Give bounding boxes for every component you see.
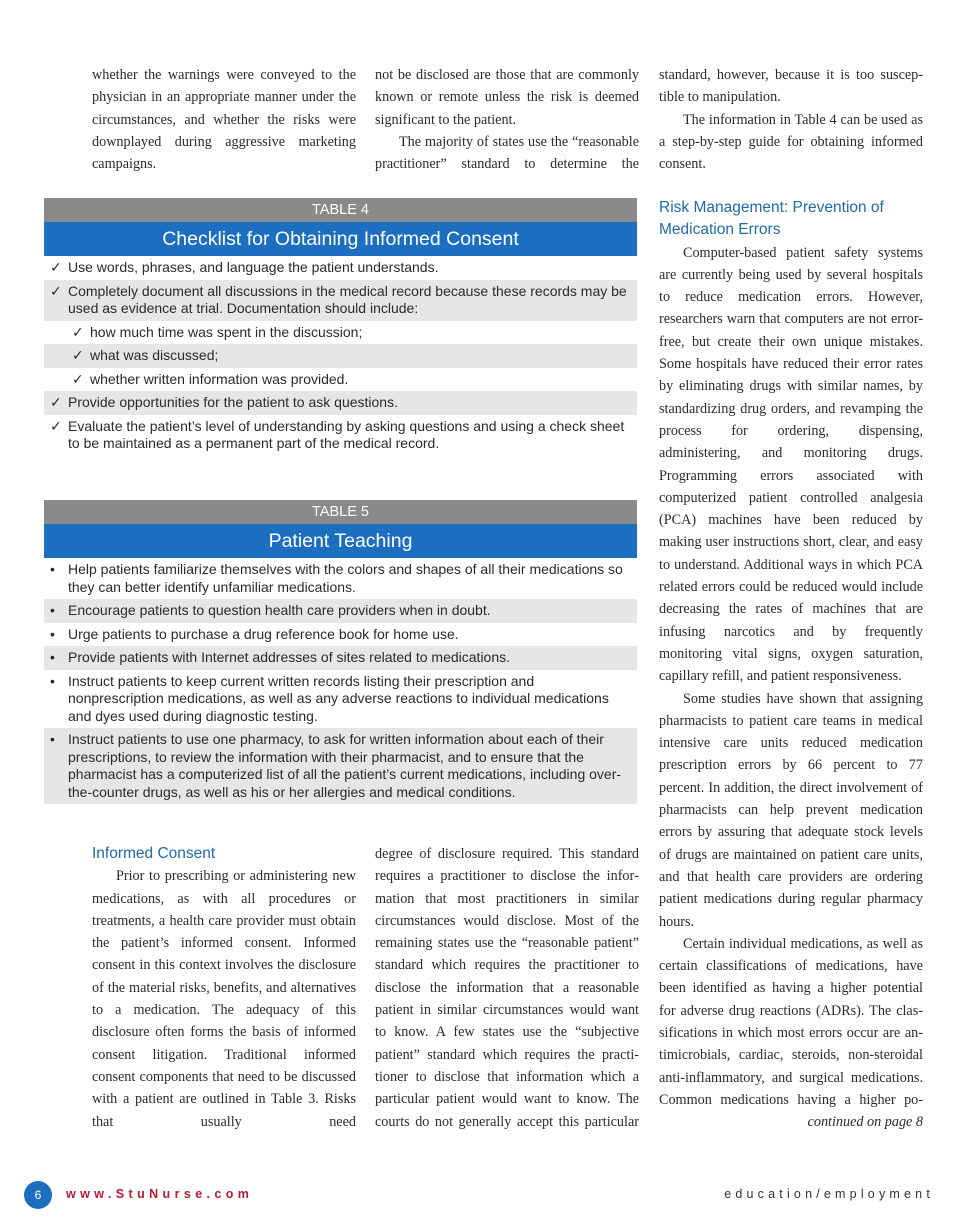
continued-note: continued on page 8: [807, 1114, 923, 1131]
checkmark-icon: ✓: [72, 370, 84, 387]
table-4: [44, 198, 637, 456]
section-name: education/employment: [724, 1187, 934, 1201]
teaching-item-text: Urge patients to purchase a drug reference book for home use.: [68, 625, 459, 642]
teaching-item-text: Provide patients with Internet addresses of sites related to medications.: [68, 649, 511, 665]
checklist-item: [44, 256, 637, 280]
top-column-1-text: whether the warnings were conveyed to the physician in an appropriate manner under the circumstances, and whether the risks were downplayed during aggressive marketing campaigns.: [92, 67, 356, 173]
risk-management-para-1: Computer-based patient safety systems are currently being used by several hospitals to reduce medication errors. However, researchers warn that computers are not error-free, but create their own unique mistakes. Some hospitals have reduced their error rates by eliminating drugs with similar names, by standardizing drug orders, and revamping the process for ordering, dispensing, administering, and monitoring drugs. Programming errors associated with computerized patient controlled analgesia (PCA) machines have been reduced by making user instructions short, clear, and easy to understand. Additional ways in which PCA related errors could be reduced would include decreasing the rates of machines that are infusing narcotics and by frequently monitoring vital signs, oxygen saturation, capillary refill, and patient responsiveness.: [659, 244, 923, 685]
checkmark-icon: ✓: [50, 417, 62, 434]
bullet-icon: •: [50, 561, 55, 577]
checklist-item-text: Use words, phrases, and language the patient understands.: [68, 259, 439, 275]
checklist-item: [44, 391, 637, 415]
informed-consent-text-2: degree of disclosure required. This standard requires a practitioner to disclose the information that most practitioners in similar circumstances would disclose. Most of the remaining states use the “reasonable patient” standard which requires the practitioner to disclose the information that a reasonable patient in similar circumstances would want to know. A few states use the “subjective patient” standard which requires the practitioner to disclose that information which a particular patient would want to know. The courts do not generally accept this particular: [375, 846, 639, 1130]
page-number: 6: [24, 1181, 52, 1209]
teaching-item: [44, 728, 637, 804]
site-url-link[interactable]: www.StuNurse.com: [66, 1187, 254, 1201]
teaching-item: [44, 670, 637, 729]
checklist-subitem-text: whether written information was provided.: [90, 370, 349, 387]
checkmark-icon: ✓: [50, 259, 62, 275]
informed-consent-column-1: [92, 843, 356, 1133]
teaching-item-text: Instruct patients to keep current written records listing their prescription and nonprescription medications, as well as any adverse reactions to individual medications and dyes used during diagnostic testing.: [68, 672, 609, 724]
teaching-item: [44, 599, 637, 623]
checkmark-icon: ✓: [72, 347, 84, 363]
top-column-2: [375, 64, 639, 175]
teaching-item: [44, 558, 637, 599]
checklist-item: [44, 415, 637, 456]
checklist-subitem-text: how much time was spent in the discussion;: [90, 323, 363, 340]
checklist-subitem: [44, 321, 637, 345]
table-5-title: Patient Teaching: [44, 524, 637, 558]
risk-management-column: [659, 197, 923, 1133]
informed-consent-column-2: [375, 843, 639, 1133]
teaching-item: [44, 623, 637, 647]
teaching-item: [44, 646, 637, 670]
page-footer: [0, 1176, 960, 1216]
checklist-subitem-text: what was discussed;: [90, 347, 219, 363]
checklist-item: [44, 280, 637, 321]
top-column-2-para-1: not be disclosed are those that are commonly known or remote unless the risk is deemed significant to the patient.: [375, 67, 639, 128]
top-column-2-para-2: The majority of states use the “reasonable practitioner” standard to determine the: [375, 133, 639, 173]
table-4-label: TABLE 4: [44, 198, 637, 222]
informed-consent-text-1: Prior to prescribing or administering new medications, as with all procedures or treatments, a health care provider must obtain the patient’s informed consent. Informed consent in this context involves the disclosure of the material risks, benefits, and alternatives to a medication. The adequacy of this disclosure often forms the basis of informed consent litigation. Traditional informed consent components that need to be discussed with a patient are outlined in Table 3. Risks that usually need: [92, 868, 356, 1130]
bullet-icon: •: [50, 602, 55, 618]
checkmark-icon: ✓: [50, 394, 62, 410]
informed-consent-heading: Informed Consent: [92, 845, 216, 862]
top-column-3-para-1: standard, however, because it is too susceptible to manipulation.: [659, 67, 923, 106]
teaching-item-text: Encourage patients to question health care providers when in doubt.: [68, 602, 491, 618]
checklist-item-text: Evaluate the patient’s level of understanding by asking questions and using a check sheet to be maintained as a permanent part of the medical record.: [68, 417, 625, 451]
checkmark-icon: ✓: [72, 323, 84, 340]
bullet-icon: •: [50, 625, 55, 642]
table-4-title: Checklist for Obtaining Informed Consent: [44, 222, 637, 256]
top-column-3: [659, 64, 923, 175]
checklist-item-text: Completely document all discussions in the medical record because these records may be used as evidence at trial. Documentation should include:: [68, 282, 627, 316]
teaching-item-text: Instruct patients to use one pharmacy, to ask for written information about each of their prescriptions, to review the information with their pharmacist, and to ensure that the pharmacist has a computerized list of all the patient’s current medications, including over-the-counter drugs, as well as his or her allergies and medical conditions.: [68, 731, 622, 800]
risk-management-heading: Risk Management: Prevention of Medication Errors: [659, 199, 884, 239]
teaching-item-text: Help patients familiarize themselves with the colors and shapes of all their medications so they can better identify unfamiliar medications.: [68, 561, 623, 595]
bullet-icon: •: [50, 649, 55, 665]
checklist-subitem: [44, 344, 637, 368]
bullet-icon: •: [50, 672, 55, 689]
risk-management-para-3: Certain individual medications, as well as certain classifications of medications, have been identified as having a higher potential for adverse drug reactions (ADRs). The classifications in which most errors occur are antimicrobials, cardiac, steroids, non-steroidal anti-inflammatory, and surgical medications. Common medications having a higher po-: [659, 935, 923, 1108]
checklist-item-text: Provide opportunities for the patient to ask questions.: [68, 394, 398, 410]
risk-management-para-2: Some studies have shown that assigning pharmacists to patient care teams in medical intensive care units reduced medication prescription errors by 66 percent to 77 percent. In addition, the direct involvement of pharmacists can help prevent medication errors by assuring that adequate stock levels of drugs are maintained on patient care units, and that health care providers are ordering patient medications during regular pharmacy hours.: [659, 690, 923, 930]
checklist-subitem: [44, 368, 637, 392]
top-column-3-para-2: The information in Table 4 can be used as a step-by-step guide for obtaining informed consent.: [659, 111, 923, 173]
table-5-label: TABLE 5: [44, 500, 637, 524]
checkmark-icon: ✓: [50, 282, 62, 299]
bullet-icon: •: [50, 731, 55, 747]
top-column-1: [92, 64, 356, 175]
table-5: [44, 500, 637, 804]
